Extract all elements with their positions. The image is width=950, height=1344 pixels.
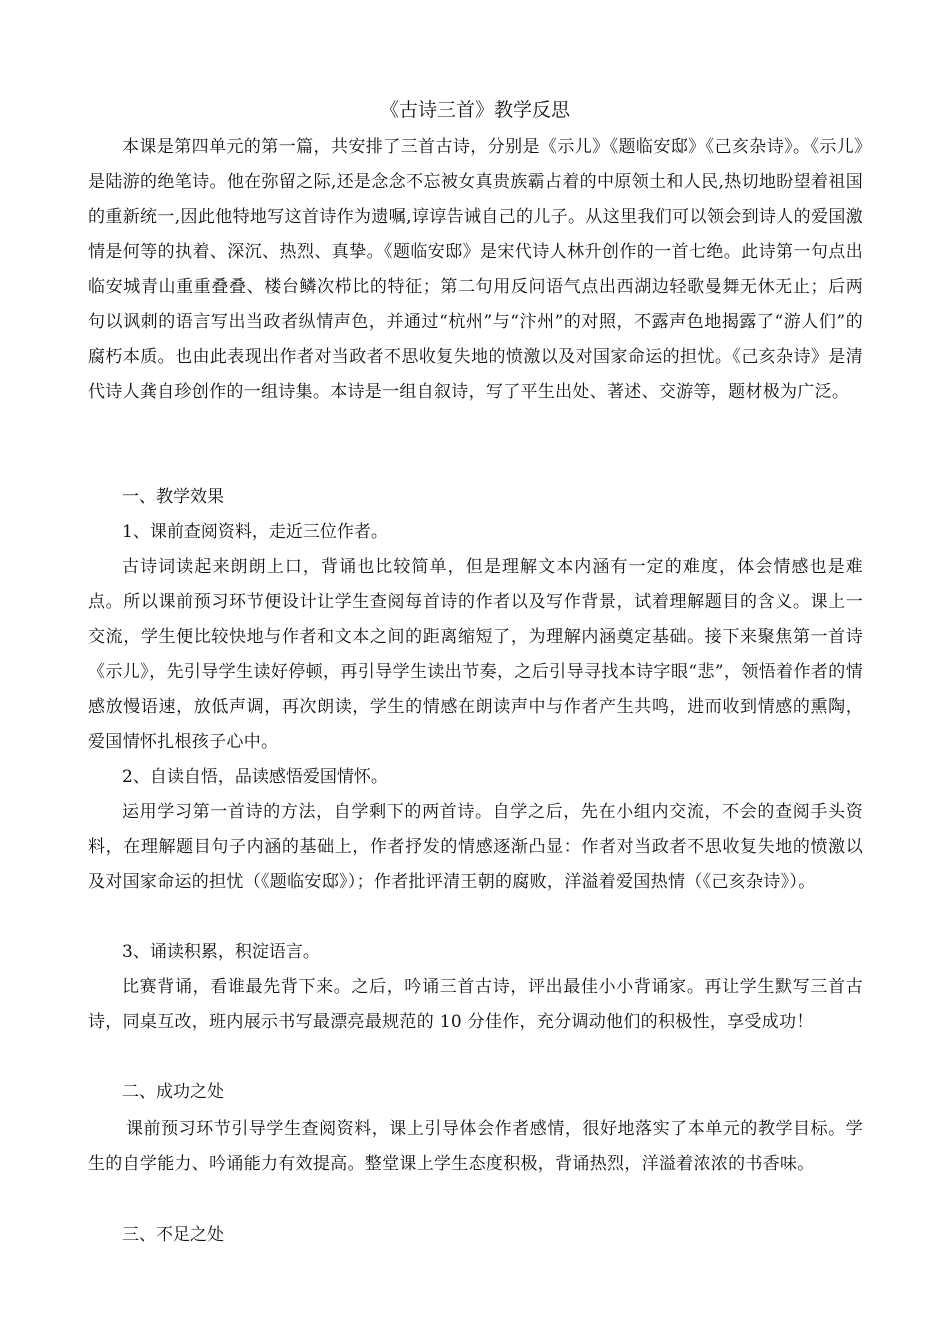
paragraph-successes: 课前预习环节引导学生查阅资料，课上引导体会作者感情，很好地落实了本单元的教学目标。学生的自学能力、吟诵能力有效提高。整堂课上学生态度积极，背诵热烈，洋溢着浓浓的书香味。	[88, 1119, 863, 1174]
section-heading-shortcomings: 三、不足之处	[122, 1225, 224, 1245]
subheading-recitation: 3、诵读积累，积淀语言。	[122, 942, 320, 962]
subheading-pre-class-research: 1、课前查阅资料，走近三位作者。	[122, 522, 388, 542]
document-title: 《古诗三首》教学反思	[379, 99, 570, 121]
paragraph-recitation: 比赛背诵，看谁最先背下来。之后，吟诵三首古诗，评出最佳小小背诵家。再让学生默写三首古诗，同桌互改，班内展示书写最漂亮最规范的 10 分佳作，充分调动他们的积极性，享受成功！	[88, 977, 863, 1032]
section-heading-successes: 二、成功之处	[122, 1082, 224, 1102]
paragraph-pre-class-research: 古诗词读起来朗朗上口，背诵也比较简单，但是理解文本内涵有一定的难度，体会情感也是难点。所以课前预习环节便设计让学生查阅每首诗的作者以及写作背景，试着理解题目的含义。课上一交流，学生便比较快地与作者和文本之间的距离缩短了，为理解内涵奠定基础。接下来聚焦第一首诗《示儿》，先引导学生读好停顿，再引导学生读出节奏，之后引导寻找本诗字眼“悲”，领悟着作者的情感放慢语速，放低声调，再次朗读，学生的情感在朗读声中与作者产生共鸣，进而收到情感的熏陶，爱国情怀扎根孩子心中。	[88, 557, 863, 752]
intro-paragraph: 本课是第四单元的第一篇，共安排了三首古诗，分别是《示儿》《题临安邸》《己亥杂诗》。《示儿》是陆游的绝笔诗。他在弥留之际,还是念念不忘被女真贵族霸占着的中原领土和人民,热切地盼望着祖国的重新统一,因此他特地写这首诗作为遗嘱,谆谆告诫自己的儿子。从这里我们可以领会到诗人的爱国激情是何等的执着、深沉、热烈、真挚。《题临安邸》是宋代诗人林升创作的一首七绝。此诗第一句点出临安城青山重重叠叠、楼台鳞次栉比的特征；第二句用反问语气点出西湖边轻歌曼舞无休无止；后两句以讽刺的语言写出当政者纵情声色，并通过“杭州”与“汴州”的对照，不露声色地揭露了“游人们”的腐朽本质。也由此表现出作者对当政者不思收复失地的愤激以及对国家命运的担忧。《己亥杂诗》是清代诗人龚自珍创作的一组诗集。本诗是一组自叙诗，写了平生出处、著述、交游等，题材极为广泛。	[88, 137, 863, 402]
subheading-self-reading: 2、自读自悟，品读感悟爱国情怀。	[122, 767, 388, 787]
section-heading-teaching-effect: 一、教学效果	[122, 487, 224, 507]
paragraph-self-reading: 运用学习第一首诗的方法，自学剩下的两首诗。自学之后，先在小组内交流，不会的查阅手头资料，在理解题目句子内涵的基础上，作者抒发的情感逐渐凸显：作者对当政者不思收复失地的愤激以及对国家命运的担忧（《题临安邸》）；作者批评清王朝的腐败，洋溢着爱国热情（《己亥杂诗》）。	[88, 802, 863, 892]
